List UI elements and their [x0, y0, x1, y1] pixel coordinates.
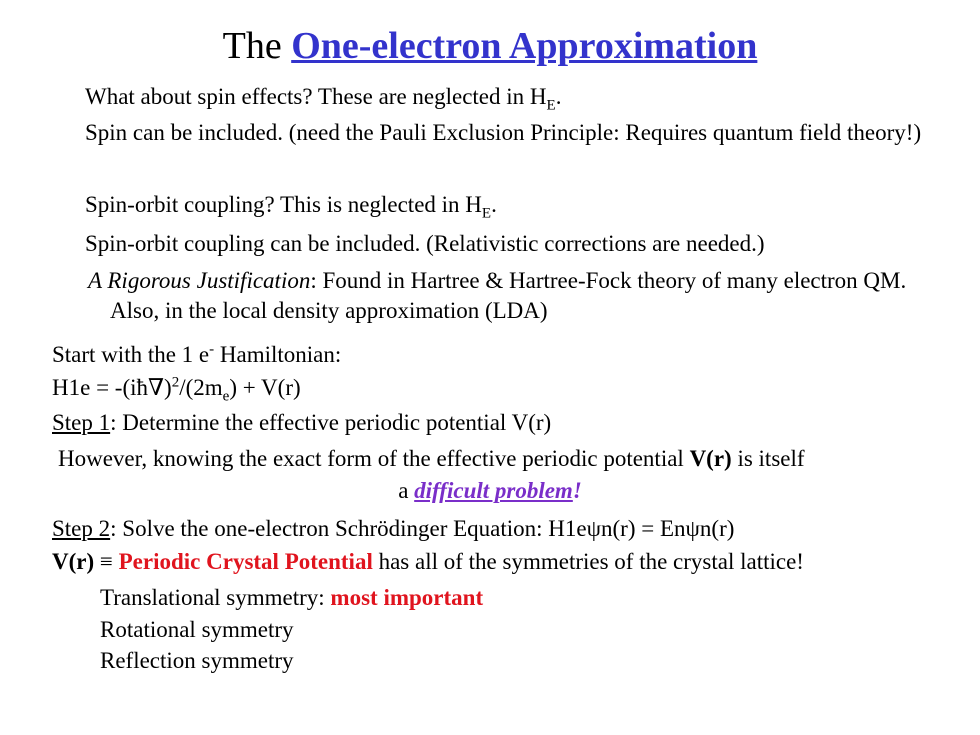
spin-orbit-included: Spin-orbit coupling can be included. (Relativistic corrections are needed.): [85, 231, 765, 256]
title-prefix: The: [222, 25, 282, 67]
periodic-crystal-potential: Periodic Crystal Potential: [118, 549, 373, 574]
spin-question: What about spin effects? These are neglected in $H_E$.: [85, 84, 562, 114]
difficult-problem-line: a difficult problem!: [398, 478, 582, 503]
reflection-symmetry: Reflection symmetry: [100, 648, 294, 673]
translational-symmetry: Translational symmetry: most important: [100, 585, 484, 610]
rigorous-justification: A Rigorous Justification: Found in Hartree & Hartree-Fock theory of many electron QM. Also, in the local density approximation (LDA): [88, 268, 907, 323]
rotational-symmetry: Rotational symmetry: [100, 617, 294, 642]
step-2-label: Step 2: [52, 516, 111, 541]
difficult-problem-emphasis: difficult problem: [414, 478, 573, 503]
hamiltonian-equation: $H1e = -(iħ\nabla)^2/(2m_e) + V(r)$: [52, 374, 301, 405]
periodic-potential-line: V(r) ≡ Periodic Crystal Potential has all of the symmetries of the crystal lattice!: [52, 549, 804, 574]
however-line: However, knowing the exact form of the effective periodic potential V(r) is itself: [58, 446, 805, 471]
step-1: Step 1: Determine the effective periodic potential V(r): [52, 410, 552, 435]
spin-included: Spin can be included. (need the Pauli Exclusion Principle: Requires quantum field theory!): [85, 120, 922, 145]
spin-orbit-question: Spin-orbit coupling? This is neglected in $H_E$.: [85, 192, 497, 222]
slide-title: [0, 22, 980, 70]
start-line: Start with the 1 e- Hamiltonian:: [52, 341, 342, 367]
step-2: Step 2: Solve the one-electron Schrödinger Equation: H1eψn(r) = Enψn(r): [52, 516, 735, 541]
title-emphasis: One-electron Approximation: [291, 25, 758, 67]
most-important: most important: [330, 585, 484, 610]
rigorous-label: A Rigorous Justification: [88, 268, 311, 293]
step-1-label: Step 1: [52, 410, 111, 435]
